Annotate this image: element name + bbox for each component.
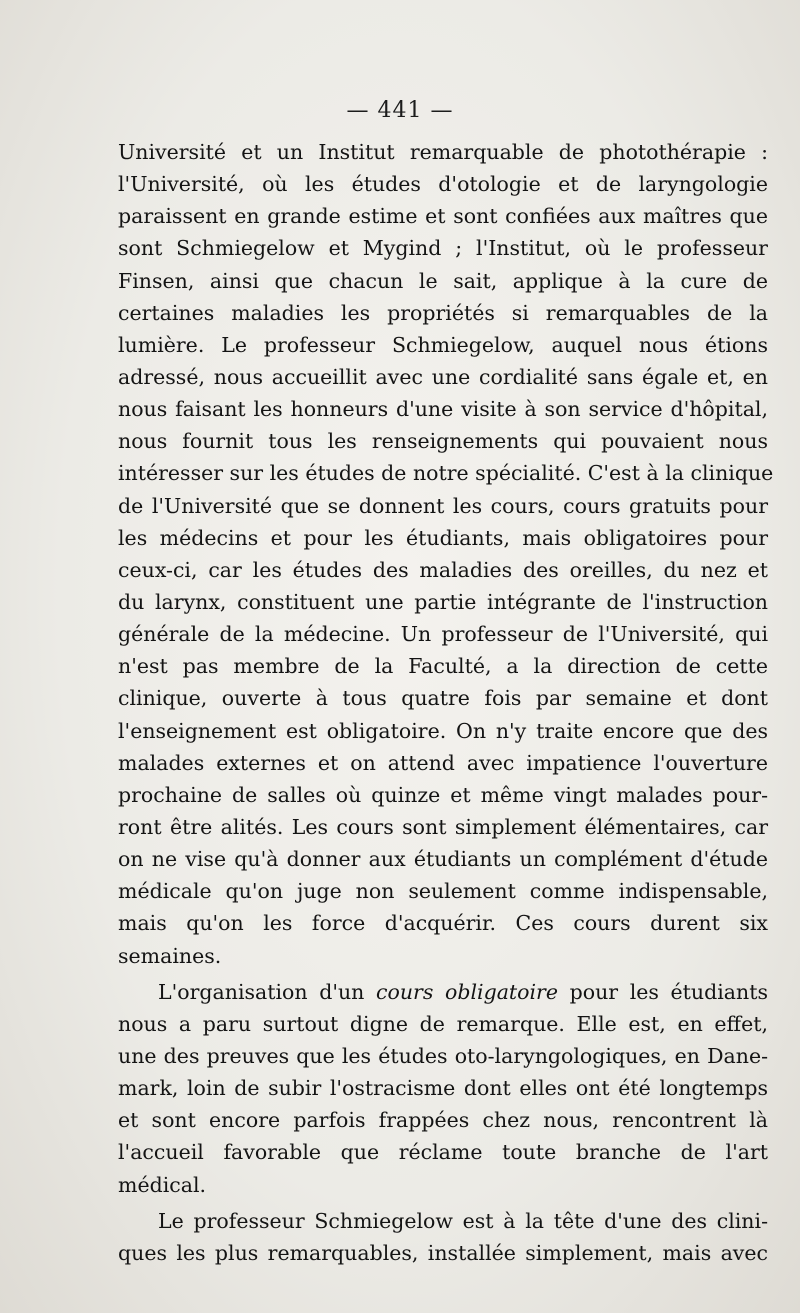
text-line: Finsen, ainsi que chacun le sait, applique à la cure de: [118, 268, 768, 293]
text-line: lumière. Le professeur Schmiegelow, auquel nous étions: [118, 332, 768, 357]
text-line: ront être alités. Les cours sont simplement élémentaires, car: [118, 814, 768, 839]
italic-phrase: cours obligatoire: [376, 979, 558, 1004]
text-line: adressé, nous accueillit avec une cordialité sans égale et, en: [118, 364, 768, 389]
text-line: Le professeur Schmiegelow est à la tête d'une des clini-: [158, 1208, 768, 1233]
text-line: malades externes et on attend avec impatience l'ouverture: [118, 750, 768, 775]
page-number: — 441 —: [346, 98, 454, 123]
text-line: médical.: [118, 1172, 207, 1197]
text-line: sont Schmiegelow et Mygind ; l'Institut, où le professeur: [118, 236, 768, 261]
text-line: l'Université, où les études d'otologie et de laryngologie: [118, 172, 768, 197]
paragraph-1: [118, 136, 774, 972]
paragraph-3: [118, 1205, 768, 1269]
text-line: générale de la médecine. Un professeur de l'Université, qui: [118, 622, 768, 647]
text-line: clinique, ouverte à tous quatre fois par semaine et dont: [118, 686, 768, 711]
paragraph-2: [118, 976, 768, 1201]
text-line: médicale qu'on juge non seulement comme indispensable,: [118, 879, 768, 904]
text-line: les médecins et pour les étudiants, mais obligatoires pour: [118, 525, 768, 550]
text-line: [118, 976, 768, 1008]
text-line: l'enseignement est obligatoire. On n'y traite encore que des: [118, 718, 768, 743]
text-line: Université et un Institut remarquable de photothérapie :: [118, 140, 768, 164]
text-line: mais qu'on les force d'acquérir. Ces cours durent six: [118, 911, 768, 936]
text-line: nous fournit tous les renseignements qui pouvaient nous: [118, 429, 768, 454]
text-line: l'accueil favorable que réclame toute branche de l'art: [118, 1140, 768, 1165]
text-line: prochaine de salles où quinze et même vingt malades pour-: [118, 782, 768, 807]
text-line: intéresser sur les études de notre spécialité. C'est à la clinique: [118, 461, 774, 486]
body-text: [118, 136, 774, 1269]
text-line: de l'Université que se donnent les cours, cours gratuits pour: [118, 493, 768, 518]
text-line: nous a paru surtout digne de remarque. Elle est, en effet,: [118, 1011, 768, 1036]
text-line: paraissent en grande estime et sont confiées aux maîtres que: [118, 204, 768, 229]
text-line: certaines maladies les propriétés si remarquables de la: [118, 300, 768, 325]
text-line: ceux-ci, car les études des maladies des oreilles, du nez et: [118, 557, 768, 582]
text-segment: L'organisation d'un: [158, 979, 365, 1004]
text-line: n'est pas membre de la Faculté, a la direction de cette: [118, 654, 768, 679]
text-line: semaines.: [118, 943, 222, 968]
text-line: une des preuves que les études oto-laryngologiques, en Dane-: [118, 1043, 768, 1068]
text-segment: pour les étudiants: [569, 979, 768, 1004]
text-line: on ne vise qu'à donner aux étudiants un complément d'étude: [118, 847, 768, 872]
text-line: ques les plus remarquables, installée simplement, mais avec: [118, 1240, 768, 1265]
text-line: mark, loin de subir l'ostracisme dont elles ont été longtemps: [118, 1076, 768, 1101]
text-line: et sont encore parfois frappées chez nous, rencontrent là: [118, 1108, 768, 1133]
text-line: nous faisant les honneurs d'une visite à son service d'hôpital,: [118, 397, 768, 422]
text-line: du larynx, constituent une partie intégrante de l'instruction: [118, 589, 768, 614]
